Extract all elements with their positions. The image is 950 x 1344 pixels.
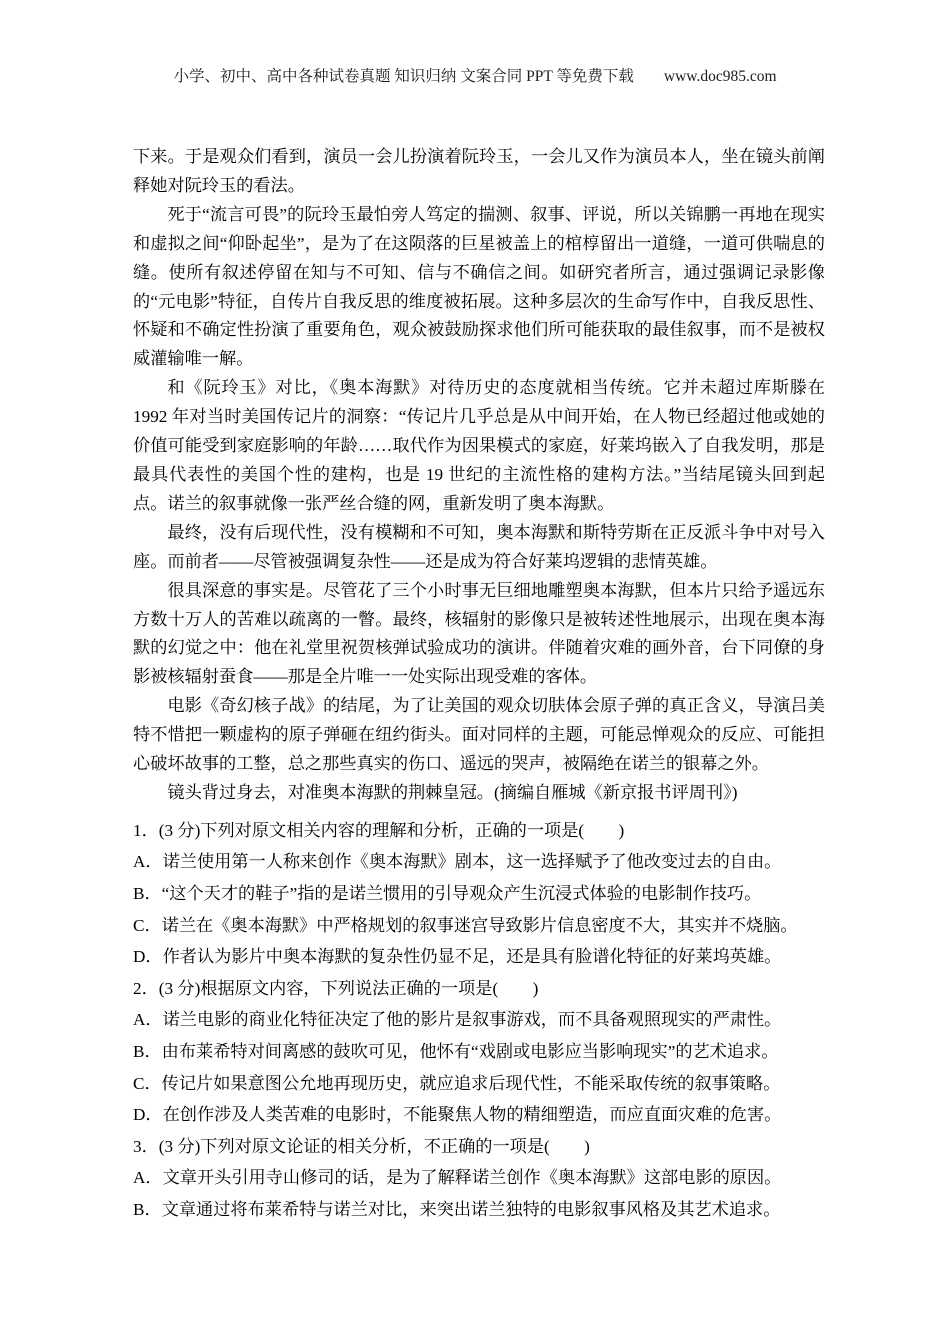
question-2 <box>133 973 825 1131</box>
question-2-option-b: B．由布莱希特对间离感的鼓吹可见，他怀有“戏剧或电影应当影响现实”的艺术追求。 <box>133 1042 779 1061</box>
site-url-link[interactable]: www.doc985.com <box>663 68 777 85</box>
article-paragraph-1: 下来。于是观众们看到，演员一会儿扮演着阮玲玉，一会儿又作为演员本人，坐在镜头前阐释她对阮玲玉的看法。 <box>133 147 825 195</box>
header-promo-text: 小学、初中、高中各种试卷真题 知识归纳 文案合同 PPT 等免费下载 <box>173 68 634 85</box>
article-paragraph-3: 和《阮玲玉》对比，《奥本海默》对待历史的态度就相当传统。它并未超过库斯滕在 1992 年对当时美国传记片的洞察：“传记片几乎总是从中间开始，在人物已经超过他或她的价值可能受到家庭影响的年龄……取代作为因果模式的家庭，好莱坞嵌入了自我发明，那是最具代表性的美国个性的建构，也是 19 世纪的主流性格的建构方法。”当结尾镜头回到起点。诺兰的叙事就像一张严丝合缝的网，重新发明了奥本海默。 <box>133 378 825 513</box>
question-2-stem: 2．(3 分)根据原文内容，下列说法正确的一项是( ) <box>133 978 539 998</box>
question-1-option-c: C．诺兰在《奥本海默》中严格规划的叙事迷宫导致影片信息密度不大，其实并不烧脑。 <box>133 915 798 935</box>
question-1-stem: 1．(3 分)下列对原文相关内容的理解和分析，正确的一项是( ) <box>133 820 625 840</box>
article-paragraph-2: 死于“流言可畏”的阮玲玉最怕旁人笃定的揣测、叙事、评说，所以关锦鹏一再地在现实和虚拟之间“仰卧起坐”，是为了在这陨落的巨星被盖上的棺椁留出一道缝，一道可供喘息的缝。使所有叙述停留在知与不可知、信与不确信之间。如研究者所言，通过强调记录影像的“元电影”特征，自传片自我反思的维度被拓展。这种多层次的生命写作中，自我反思性、怀疑和不确定性扮演了重要角色，观众被鼓励探求他们所可能获取的最佳叙事，而不是被权威灌输唯一解。 <box>133 204 825 369</box>
article-paragraph-5: 很具深意的事实是。尽管花了三个小时事无巨细地雕塑奥本海默，但本片只给予遥远东方数十万人的苦难以疏离的一瞥。最终，核辐射的影像只是被转述性地展示，出现在奥本海默的幻觉之中：他在礼堂里祝贺核弹试验成功的演讲。伴随着灾难的画外音，台下同僚的身影被核辐射蚕食——那是全片唯一一处实际出现受难的客体。 <box>133 580 825 687</box>
question-1-option-d: D．作者认为影片中奥本海默的复杂性仍显不足，还是具有脸谱化特征的好莱坞英雄。 <box>133 947 782 967</box>
question-2-option-c: C．传记片如果意图公允地再现历史，就应追求后现代性，不能采取传统的叙事策略。 <box>133 1073 781 1093</box>
question-3-option-a: A．文章开头引用寺山修司的话，是为了解释诺兰创作《奥本海默》这部电影的原因。 <box>133 1168 782 1188</box>
question-2-option-a: A．诺兰电影的商业化特征决定了他的影片是叙事游戏，而不具备观照现实的严肃性。 <box>133 1010 782 1030</box>
article-paragraph-4: 最终，没有后现代性，没有模糊和不可知，奥本海默和斯特劳斯在正反派斗争中对号入座。而前者——尽管被强调复杂性——还是成为符合好莱坞逻辑的悲情英雄。 <box>133 522 825 571</box>
article-paragraph-7-source: 镜头背过身去，对准奥本海默的荆棘皇冠。(摘编自雁城《新京报书评周刊》) <box>167 782 738 802</box>
question-3-stem: 3．(3 分)下列对原文论证的相关分析，不正确的一项是( ) <box>133 1136 590 1156</box>
question-1 <box>133 815 825 973</box>
page-header <box>0 64 950 86</box>
question-3-option-b: B．文章通过将布莱希特与诺兰对比，来突出诺兰独特的电影叙事风格及其艺术追求。 <box>133 1199 781 1219</box>
question-3 <box>133 1131 825 1226</box>
question-1-option-b: B．“这个天才的鞋子”指的是诺兰惯用的引导观众产生沉浸式体验的电影制作技巧。 <box>133 884 762 904</box>
questions-section <box>133 815 825 1226</box>
question-1-option-a: A．诺兰使用第一人称来创作《奥本海默》剧本，这一选择赋予了他改变过去的自由。 <box>133 852 782 872</box>
question-2-option-d: D．在创作涉及人类苦难的电影时，不能聚焦人物的精细塑造，而应直面灾难的危害。 <box>133 1105 782 1125</box>
exam-body <box>133 143 825 1226</box>
article-paragraph-6: 电影《奇幻核子战》的结尾，为了让美国的观众切肤体会原子弹的真正含义，导演吕美特不惜把一颗虚构的原子弹砸在纽约街头。面对同样的主题，可能忌惮观众的反应、可能担心破坏故事的工整，总之那些真实的伤口、遥远的哭声，被隔绝在诺兰的银幕之外。 <box>133 696 825 774</box>
